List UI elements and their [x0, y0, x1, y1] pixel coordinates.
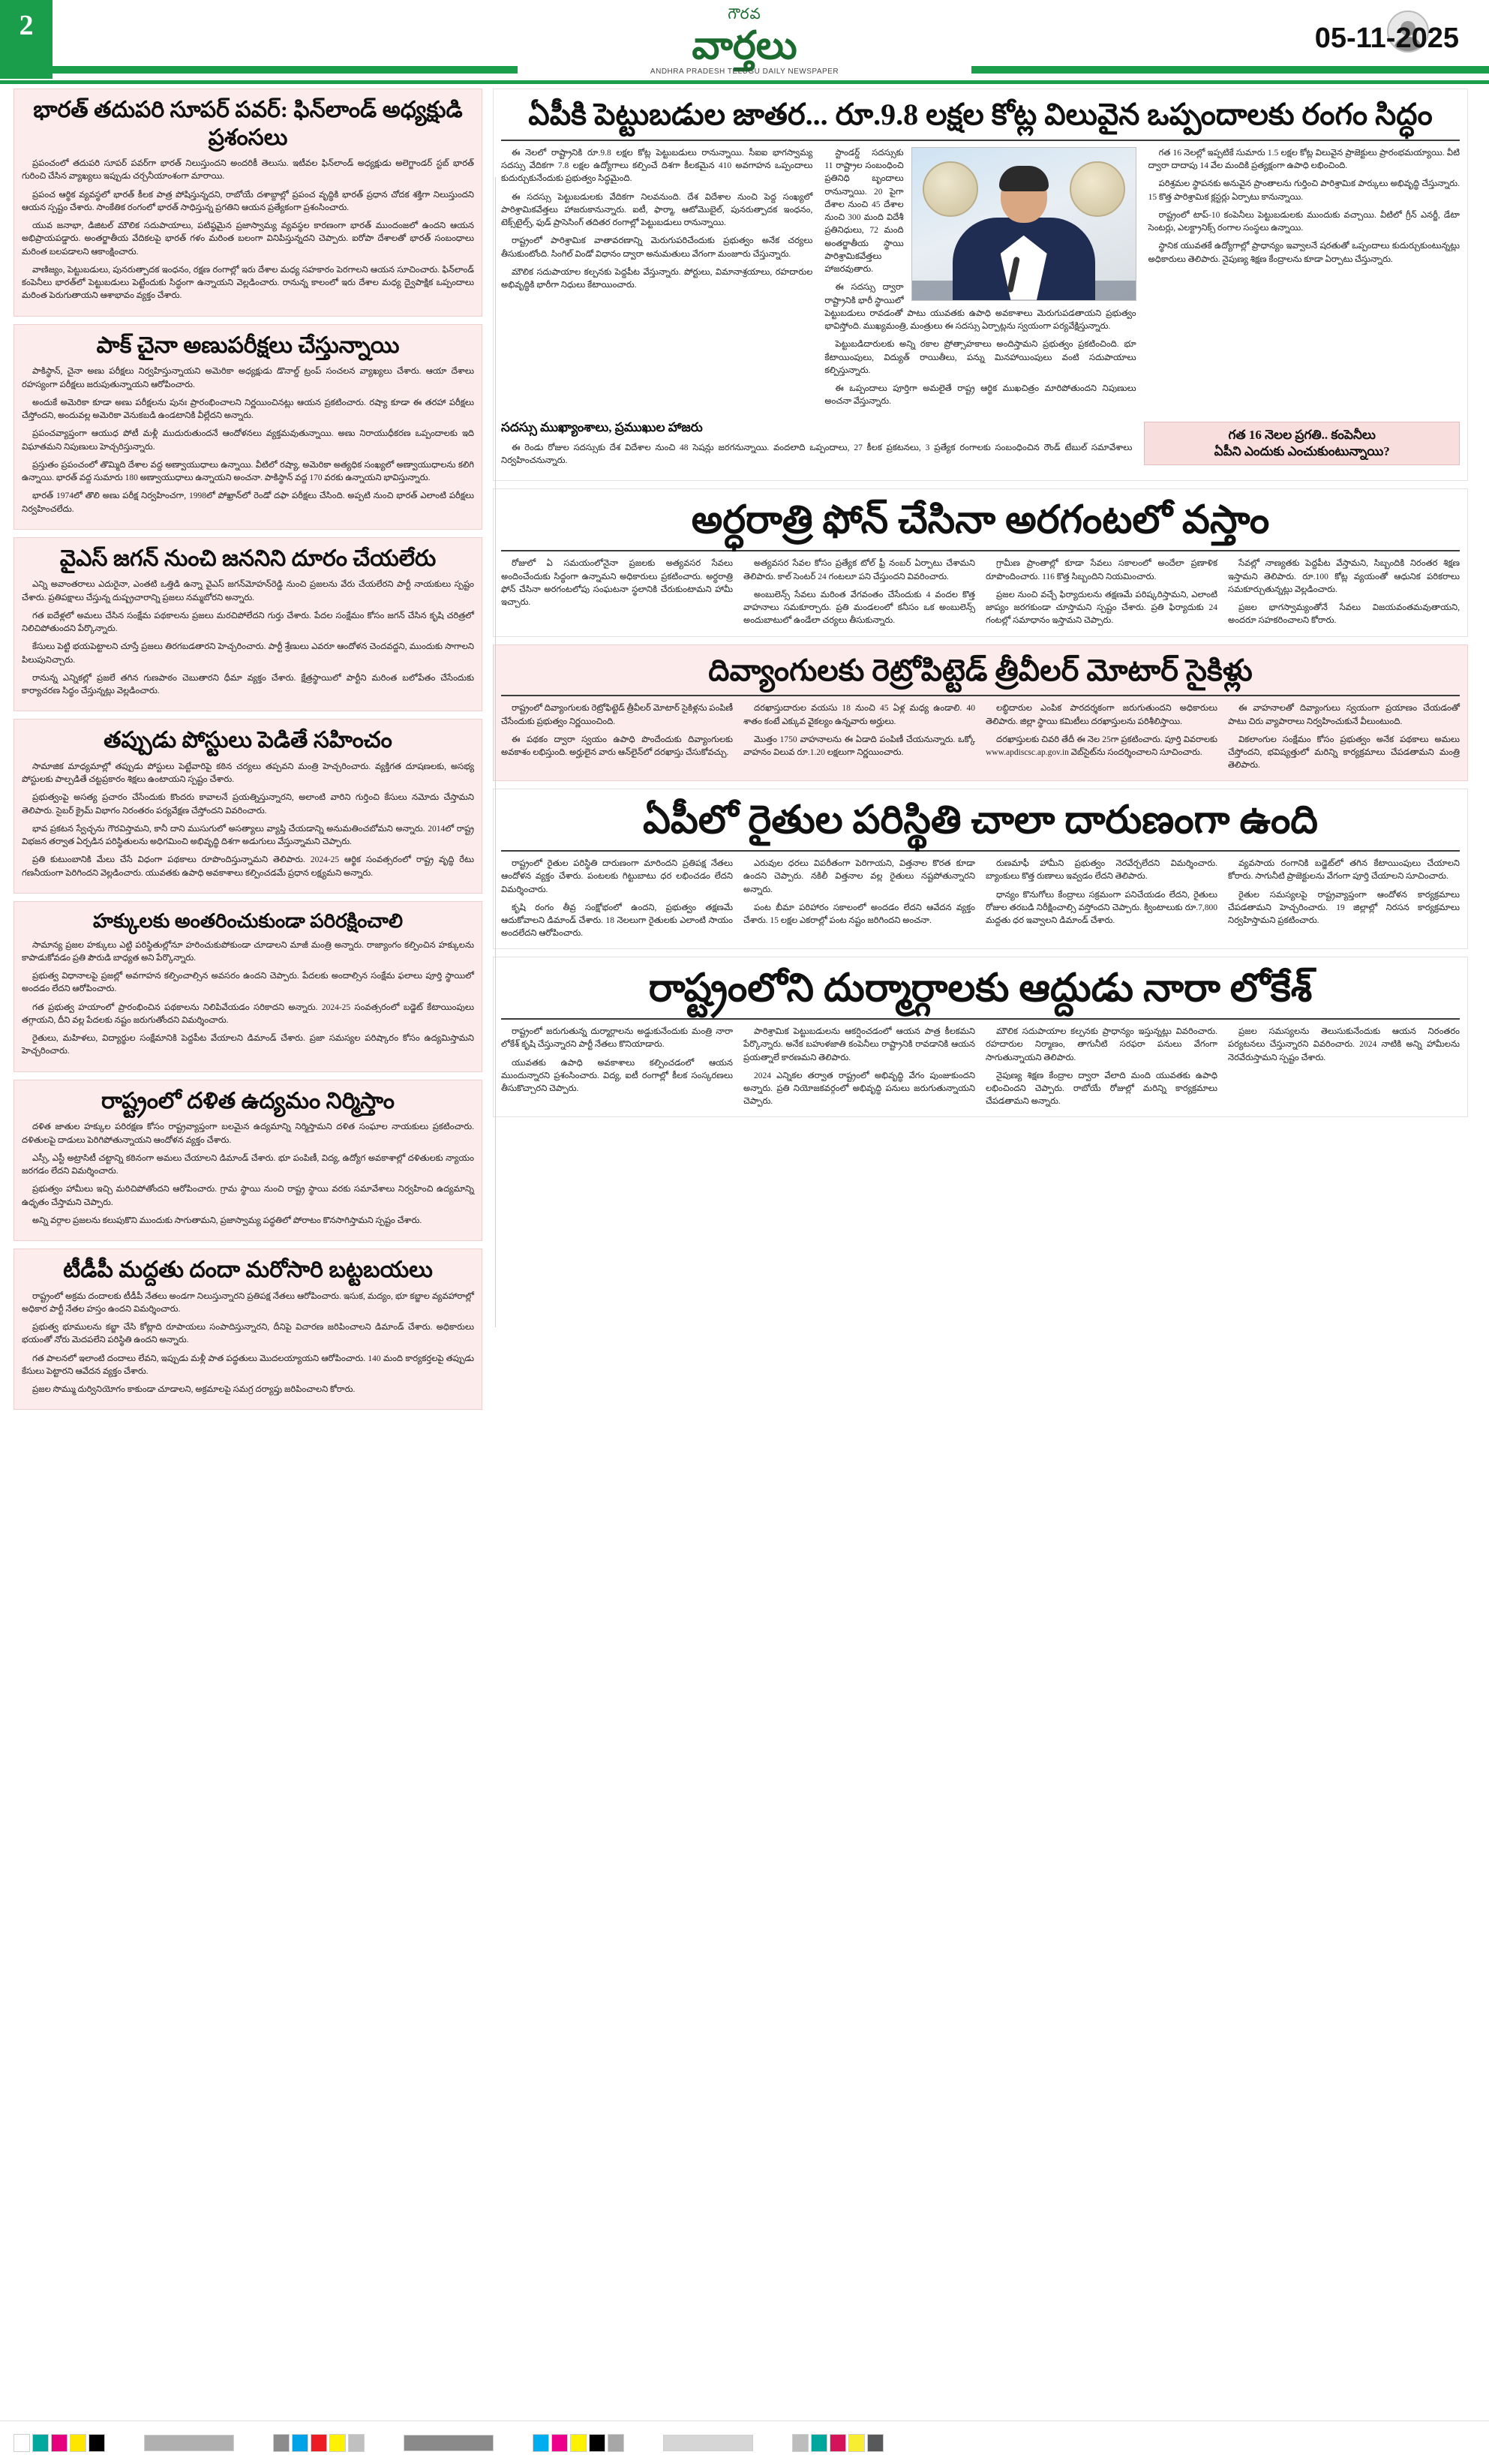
paragraph: ఈ నెలలో రాష్ట్రానికి రూ.9.8 లక్షల కోట్ల పెట్టుబడులు రానున్నాయి. సీఐఐ భాగస్వామ్య సదస్సు వేదికగా 7.8 లక్షల ఉద్యోగాలు కల్పించే దిశగా కీలకమైన 410 అవగాహన ఒప్పందాలు కుదుర్చుకునేందుకు ప్రభుత్వం సిద్ధమైంది.	[501, 148, 813, 184]
paragraph: ఈ సదస్సు ద్వారా రాష్ట్రానికి భారీ స్థాయిలో పెట్టుబడులు రావడంతో పాటు యువతకు ఉపాధి అవకాశాలు మెరుగుపడతాయని ప్రభుత్వం భావిస్తోంది. ముఖ్యమంత్రి, మంత్రులు ఈ సదస్సు ఏర్పాట్లను స్వయంగా పర్యవేక్షిస్తున్నారు.	[824, 283, 1136, 332]
paragraph: ఈ సదస్సు పెట్టుబడులకు వేదికగా నిలవనుంది. దేశ విదేశాల నుంచి పెద్ద సంఖ్యలో పారిశ్రామికవేత్తలు హాజరుకానున్నారు. ఐటీ, ఫార్మా, ఆటోమొబైల్‌, పునరుత్పాదక ఇంధనం, టెక్స్‌టైల్స్‌, ఫుడ్‌ ప్రాసెసింగ్‌ తదితర రంగాల్లో పెట్టుబడులు రానున్నాయి.	[501, 192, 813, 228]
paragraph: ప్రజల నుంచి వచ్చే ఫిర్యాదులను తక్షణమే పరిష్కరిస్తామని, ఎలాంటి జాప్యం జరగకుండా చూస్తామని స్పష్టం చేశారు. ప్రతి ఫిర్యాదుకు 24 గంటల్లో సమాధానం ఇస్తామని చెప్పారు.	[986, 590, 1217, 626]
paragraph: మౌలిక సదుపాయాల కల్పనకు పెద్దపీట వేస్తున్నారు. పోర్టులు, విమానాశ్రయాలు, రహదారుల అభివృద్ధికి భారీగా నిధులు కేటాయించారు.	[501, 267, 813, 290]
article-body	[22, 939, 474, 1064]
paragraph: రాష్ట్రంలో జరుగుతున్న దుర్మార్గాలను అడ్డుకునేందుకు మంత్రి నారా లోకేశ్‌ కృషి చేస్తున్నారని పార్టీ నేతలు కొనియాడారు.	[501, 1027, 733, 1050]
paragraph: యువతకు ఉపాధి అవకాశాలు కల్పించడంలో ఆయన ముందున్నారని ప్రశంసించారు. విద్య, ఐటీ రంగాల్లో కీలక సంస్కరణలు తీసుకొచ్చారని చెప్పారు.	[501, 1058, 733, 1094]
headline: హక్కులకు అంతరించుకుండా పరిరక్షించాలి	[92, 909, 404, 932]
masthead-rule-right	[971, 66, 1489, 74]
paragraph: వ్యవసాయ రంగానికి బడ్జెట్‌లో తగిన కేటాయింపులు చేయాలని కోరారు. సాగునీటి ప్రాజెక్టులను వేగంగా పూర్తి చేయాలని సూచించారు.	[1228, 859, 1460, 882]
paragraph: సామాజిక మాధ్యమాల్లో తప్పుడు పోస్టులు పెట్టేవారిపై కఠిన చర్యలు తప్పవని మంత్రి హెచ్చరించారు. వ్యక్తిగత దూషణలకు, అసభ్య పోస్టులకు పాల్పడితే చట్టప్రకారం శిక్షలు ఉంటాయని స్పష్టం చేశారు.	[22, 762, 474, 785]
paragraph: ప్రపంచ ఆర్థిక వ్యవస్థలో భారత్‌ కీలక పాత్ర పోషిస్తున్నదని, రాబోయే దశాబ్దాల్లో ప్రపంచ వృద్ధికి భారత్‌ ప్రధాన చోదక శక్తిగా నిలుస్తుందని ఆయన స్పష్టం చేశారు. సాంకేతిక రంగంలో భారత్‌ సాధిస్తున్న ప్రగతిని ఆయన ప్రత్యేకంగా ప్రశంసించారు.	[22, 190, 474, 212]
paragraph: రాష్ట్రంలో దివ్యాంగులకు రెట్రోఫిట్టెడ్‌ త్రీవీలర్‌ మోటార్‌ సైకిళ్లను పంపిణీ చేసేందుకు ప్రభుత్వం నిర్ణయించింది.	[501, 704, 733, 726]
headline: రాష్ట్రంలోని దుర్మార్గాలకు ఆద్దుడు నారా లోకేశ్‌	[648, 966, 1313, 1010]
govt-emblem-right-icon	[1070, 161, 1125, 217]
article-body	[22, 761, 474, 885]
paragraph: రైతులు, మహిళలు, విద్యార్థుల సంక్షేమానికి పెద్దపీట వేయాలని డిమాండ్‌ చేశారు. ప్రజా సమస్యల పరిష్కారం కోసం ఉద్యమిస్తామని హెచ్చరించారు.	[22, 1034, 474, 1056]
column-separator	[495, 177, 496, 1327]
paragraph: ప్రజల సొమ్ము దుర్వినియోగం కాకుండా చూడాలని, అక్రమాలపై సమగ్ర దర్యాప్తు జరిపించాలని కోరారు.	[32, 1385, 356, 1395]
paragraph: భారత్‌ 1974లో తొలి అణు పరీక్ష నిర్వహించగా, 1998లో పోఖ్రాన్‌లో రెండో దఫా పరీక్షలు చేసింది. అప్పటి నుంచి భారత్‌ ఎలాంటి పరీక్షలు నిర్వహించలేదు.	[22, 491, 474, 514]
paragraph: అందుకే అమెరికా కూడా అణు పరీక్షలను పునః ప్రారంభించాలని నిర్ణయించినట్లు ఆయన ప్రకటించారు. రష్యా కూడా ఈ తరహా పరీక్షలు చేస్తోందని, అందువల్ల అమెరికా వెనుకబడి ఉండటానికి వీల్లేదని అన్నారు.	[22, 398, 474, 421]
article-ap-investments	[493, 89, 1468, 481]
article-bharat-superpower	[14, 89, 482, 317]
paragraph: ప్రపంచవ్యాప్తంగా ఆయుధ పోటీ మళ్లీ ముదురుతుందనే ఆందోళనలు వ్యక్తమవుతున్నాయి. అణు నిరాయుధీకరణ ఒప్పందాలకు ఇది విఘాతమని నిపుణులు హెచ్చరిస్తున్నారు.	[22, 429, 474, 452]
paragraph: ప్రతి కుటుంబానికి మేలు చేసే విధంగా పథకాలు రూపొందిస్తున్నామని తెలిపారు. 2024-25 ఆర్థిక సంవత్సరంలో రాష్ట్ర వృద్ధి రేటు గణనీయంగా పెరిగిందని వెల్లడించారు. యువతకు ఉపాధి అవకాశాలు కల్పించడమే ప్రధాన లక్ష్యమని అన్నారు.	[22, 855, 474, 878]
paragraph: గత ప్రభుత్వ హయాంలో ప్రారంభించిన పథకాలను నిలిపివేయడం సరికాదని అన్నారు. 2024-25 సంవత్సరంలో బడ్జెట్‌ కేటాయింపులు తగ్గాయని, దీని వల్ల పేదలకు నష్టం జరుగుతోందని విమర్శించారు.	[22, 1002, 474, 1025]
paragraph: దళిత జాతుల హక్కుల పరిరక్షణ కోసం రాష్ట్రవ్యాప్తంగా బలమైన ఉద్యమాన్ని నిర్మిస్తామని దళిత సంఘాల నాయకులు ప్రకటించారు. దళితులపై దాడులు పెరిగిపోతున్నాయని ఆందోళన వ్యక్తం చేశారు.	[22, 1122, 474, 1145]
paragraph: వాణిజ్యం, పెట్టుబడులు, పునరుత్పాదక ఇంధనం, రక్షణ రంగాల్లో ఇరు దేశాల మధ్య సహకారం పెరగాలని ఆయన సూచించారు. ఫిన్‌లాండ్‌ కంపెనీలు భారత్‌లో పెట్టుబడులు పెట్టేందుకు సిద్ధంగా ఉన్నాయని వెల్లడించారు. రానున్న కాలంలో ఇరు దేశాల మధ్య ద్వైపాక్షిక ఒప్పందాలు మరింత పెరుగుతాయని ఆశాభావం వ్యక్తం చేశారు.	[22, 265, 474, 301]
article-body	[22, 1121, 474, 1233]
lead-subhead-body	[501, 442, 1132, 468]
paragraph: రాష్ట్రంలో టాప్‌-10 కంపెనీలు పెట్టుబడులకు ముందుకు వచ్చాయి. వీటిలో గ్రీన్‌ ఎనర్జీ, డేటా సెంటర్లు, ఎలక్ట్రానిక్స్‌ రంగాల సంస్థలు ఉన్నాయి.	[1148, 210, 1460, 233]
headline: టీడీపీ మద్దతు దందా మరోసారి బట్టబయలు	[63, 1258, 433, 1283]
color-group-3	[533, 2434, 624, 2452]
govt-emblem-left-icon	[923, 161, 978, 217]
print-registration-color-bars	[0, 2420, 1489, 2464]
headline: వైఎస్‌ జగన్‌ నుంచి జననిని దూరం చేయలేరు	[59, 545, 437, 571]
article-body	[501, 858, 1460, 941]
gray-bar-2	[404, 2435, 494, 2451]
headline: ఏపీకి పెట్టుబడుల జాతర... రూ.9.8 లక్షల కోట్ల విలువైన ఒప్పందాలకు రంగం సిద్ధం	[528, 98, 1433, 131]
paragraph: ఎస్సీ, ఎస్టీ అట్రాసిటీ చట్టాన్ని కఠినంగా అమలు చేయాలని డిమాండ్‌ చేశారు. భూ పంపిణీ, విద్య, ఉద్యోగ అవకాశాల్లో దళితులకు న్యాయం జరగడం లేదని విమర్శించారు.	[22, 1153, 474, 1176]
headline: రాష్ట్రంలో దళిత ఉద్యమం నిర్మిస్తాం	[101, 1088, 395, 1113]
paragraph: పారిశ్రామిక పెట్టుబడులను ఆకర్షించడంలో ఆయన పాత్ర కీలకమని పేర్కొన్నారు. అనేక బహుళజాతి కంపెనీలు రాష్ట్రానికి రావడానికి ఆయన ప్రయత్నాలే కారణమని తెలిపారు.	[743, 1027, 975, 1062]
article-protect-rights	[14, 901, 482, 1072]
paragraph: సామాన్య ప్రజల హక్కులు ఎట్టి పరిస్థితుల్లోనూ హరించుకుపోకుండా చూడాలని మాజీ మంత్రి అన్నారు. రాజ్యాంగం కల్పించిన హక్కులను కాపాడుకోవడం ప్రతి పౌరుడి బాధ్యత అని పేర్కొన్నారు.	[22, 940, 474, 963]
paragraph: రైతుల సమస్యలపై రాష్ట్రవ్యాప్తంగా ఆందోళన కార్యక్రమాలు చేపడతామని హెచ్చరించారు. 19 జిల్లాల్లో నిరసన కార్యక్రమాలు నిర్వహిస్తామని ప్రకటించారు.	[1228, 890, 1460, 926]
lead-question-box	[1144, 422, 1460, 465]
minister-speech-photo	[911, 147, 1136, 301]
paragraph: కేసులు పెట్టి భయపెట్టాలని చూస్తే ప్రజలు తిరగబడతారని హెచ్చరించారు. పార్టీ శ్రేణులు ఎవరూ ఆందోళన చెందవద్దని, ముందుకు సాగాలని పిలుపునిచ్చారు.	[22, 642, 474, 665]
paragraph: పాకిస్థాన్‌, చైనా అణు పరీక్షలు నిర్వహిస్తున్నాయని అమెరికా అధ్యక్షుడు డొనాల్డ్‌ ట్రంప్‌ సంచలన వ్యాఖ్యలు చేశారు. ఆయా దేశాలు రహస్యంగా పరీక్షలు జరుపుతున్నాయని ఆరోపించారు.	[22, 367, 474, 389]
headline-rule	[501, 140, 1460, 141]
article-wrong-posts	[14, 719, 482, 894]
color-group-4	[792, 2434, 884, 2452]
headline: దివ్యాంగులకు రెట్రోపిట్టెడ్‌ త్రీవీలర్‌ మోటార్‌ సైకిళ్లు	[708, 653, 1253, 687]
article-jagan-janani	[14, 537, 482, 712]
paragraph: భావ ప్రకటన స్వేచ్ఛను గౌరవిస్తామని, కానీ దాని ముసుగులో అసత్యాలు వ్యాప్తి చేయడాన్ని అనుమతించబోమని అన్నారు. 2014లో రాష్ట్ర విభజన తర్వాత ఏర్పడిన పరిస్థితులను అధిగమించి అభివృద్ధి దిశగా అడుగులు వేస్తున్నామని చెప్పారు.	[22, 824, 474, 847]
paragraph: పరిశ్రమల స్థాపనకు అనువైన ప్రాంతాలను గుర్తించి పారిశ్రామిక పార్కులు అభివృద్ధి చేస్తున్నారు. 15 కొత్త పారిశ్రామిక క్లస్టర్లు ఏర్పాటు కానున్నాయి.	[1148, 179, 1460, 202]
right-column	[493, 89, 1468, 1417]
paper-logo-top: గౌరవ	[728, 6, 761, 23]
paragraph: అన్ని వర్గాల ప్రజలను కలుపుకొని ముందుకు సాగుతామని, ప్రజాస్వామ్య పద్ధతిలో పోరాటం కొనసాగిస్తామని స్పష్టం చేశారు.	[32, 1215, 422, 1225]
paragraph: 2024 ఎన్నికల తర్వాత రాష్ట్రంలో అభివృద్ధి వేగం పుంజుకుందని అన్నారు. ప్రతి నియోజకవర్గంలో అభివృద్ధి పనులు జరుగుతున్నాయని చెప్పారు.	[743, 1071, 975, 1107]
paragraph: గత పాలనలో ఇలాంటి దందాలు లేవని, ఇప్పుడు మళ్లీ పాత పద్ధతులు మొదలయ్యాయని ఆరోపించారు. 140 మంది కార్యకర్తలపై తప్పుడు కేసులు పెట్టారని ఆవేదన వ్యక్తం చేశారు.	[22, 1354, 474, 1376]
paragraph: పెట్టుబడిదారులకు అన్ని రకాల ప్రోత్సాహకాలు అందిస్తామని ప్రభుత్వం ప్రకటించింది. భూ కేటాయింపులు, విద్యుత్‌ రాయితీలు, పన్ను మినహాయింపులు వంటి సదుపాయాలు కల్పిస్తున్నారు.	[824, 340, 1136, 375]
question-line-2: ఏపీని ఎందుకు ఎంచుకుంటున్నాయి?	[1214, 443, 1390, 458]
lead-body-col3	[1148, 147, 1460, 266]
paragraph: దరఖాస్తుదారుల వయసు 18 నుంచి 45 ఏళ్ల మధ్య ఉండాలి. 40 శాతం కంటే ఎక్కువ వైకల్యం ఉన్నవారు అర్హులు.	[743, 704, 975, 726]
article-body	[22, 158, 474, 308]
paragraph: గత 16 నెలల్లో ఇప్పటికే సుమారు 1.5 లక్షల కోట్ల విలువైన ప్రాజెక్టులు ప్రారంభమయ్యాయి. వీటి ద్వారా దాదాపు 14 వేల మందికి ప్రత్యక్షంగా ఉపాధి లభించింది.	[1148, 148, 1460, 171]
article-body	[22, 578, 474, 703]
paragraph: గ్రామీణ ప్రాంతాల్లో కూడా సేవలు సకాలంలో అందేలా ప్రణాళిక రూపొందించారు. 116 కొత్త సిబ్బందిని నియమించారు.	[986, 559, 1217, 581]
paragraph: కృషి రంగం తీవ్ర సంక్షోభంలో ఉందని, ప్రభుత్వం తక్షణమే ఆదుకోవాలని డిమాండ్‌ చేశారు. 18 నెలలుగా రైతులకు ఎలాంటి సాయం అందలేదని ఆరోపించారు.	[501, 903, 733, 939]
color-group-2	[273, 2434, 365, 2452]
color-group-1	[14, 2434, 105, 2452]
article-dalit-movement	[14, 1080, 482, 1241]
article-retrofitted-trike	[493, 645, 1468, 781]
gray-bar-3	[663, 2435, 753, 2451]
paragraph: నైపుణ్య శిక్షణ కేంద్రాల ద్వారా వేలాది మంది యువతకు ఉపాధి లభించిందని చెప్పారు. రాబోయే రోజుల్లో మరిన్ని కార్యక్రమాలు చేపడతామని అన్నారు.	[986, 1071, 1217, 1107]
article-pak-china-nuke	[14, 324, 482, 530]
headline: భారత్‌ తదుపరి సూపర్‌ పవర్‌: ఫిన్‌లాండ్‌ అధ్యక్షుడి ప్రశంసలు	[33, 98, 463, 150]
paragraph: ప్రజల భాగస్వామ్యంతోనే సేవలు విజయవంతమవుతాయని, అందరూ సహకరించాలని కోరారు.	[1228, 603, 1460, 626]
paragraph: గత ఐదేళ్లలో అమలు చేసిన సంక్షేమ పథకాలను ప్రజలు మరచిపోలేదని గుర్తు చేశారు. పేదల సంక్షేమం కోసం జగన్‌ చేసిన కృషి చరిత్రలో నిలిచిపోతుందని పేర్కొన్నారు.	[22, 611, 474, 634]
paragraph: ప్రజల సమస్యలను తెలుసుకునేందుకు ఆయన నిరంతరం పర్యటనలు చేస్తున్నారని వివరించారు. 2024 నాటికి అన్ని హామీలను నెరవేరుస్తామని స్పష్టం చేశారు.	[1228, 1027, 1460, 1062]
article-body	[501, 1026, 1460, 1109]
article-tdp-dhanda	[14, 1249, 482, 1410]
headline: అర్ధరాత్రి ఫోన్‌ చేసినా అరగంటలో వస్తాం	[691, 499, 1270, 542]
headline-rule	[501, 695, 1460, 696]
paragraph: అంబులెన్స్‌ సేవలు మరింత వేగవంతం చేసేందుకు 4 వందల కొత్త వాహనాలు సమకూర్చారు. ప్రతి మండలంలో కనీసం ఒక అంబులెన్స్‌ అందుబాటులో ఉండేలా చర్యలు తీసుకున్నారు.	[743, 590, 975, 626]
paragraph: రుణమాఫీ హామీని ప్రభుత్వం నెరవేర్చలేదని విమర్శించారు. బ్యాంకులు కొత్త రుణాలు ఇవ్వడం లేదని తెలిపారు.	[986, 859, 1217, 882]
paragraph: ఈ వాహనాలతో దివ్యాంగులు స్వయంగా ప్రయాణం చేయడంతో పాటు చిరు వ్యాపారాలు నిర్వహించుకునే వీలుంటుంది.	[1228, 704, 1460, 726]
paragraph: ఈ ఒప్పందాలు పూర్తిగా అమలైతే రాష్ట్ర ఆర్థిక ముఖచిత్రం మారిపోతుందని నిపుణులు అంచనా వేస్తున్నారు.	[824, 384, 1136, 407]
page-body	[0, 84, 1489, 1417]
article-midnight-call	[493, 488, 1468, 637]
paragraph: రానున్న ఎన్నికల్లో ప్రజలే తగిన గుణపాఠం చెబుతారని ధీమా వ్యక్తం చేశారు. క్షేత్రస్థాయిలో పార్టీని మరింత బలోపేతం చేసేందుకు కార్యాచరణ సిద్ధం చేస్తున్నట్లు వెల్లడించారు.	[22, 673, 474, 696]
paragraph: రాష్ట్రంలో రైతుల పరిస్థితి దారుణంగా మారిందని ప్రతిపక్ష నేతలు ఆందోళన వ్యక్తం చేశారు. పంటలకు గిట్టుబాటు ధర లభించడం లేదని విమర్శించారు.	[501, 859, 733, 894]
paragraph: అత్యవసర సేవల కోసం ప్రత్యేక టోల్‌ ఫ్రీ నంబర్‌ ఏర్పాటు చేశామని తెలిపారు. కాల్‌ సెంటర్‌ 24 గంటలూ పని చేస్తుందని వివరించారు.	[743, 559, 975, 581]
article-body	[22, 1291, 474, 1402]
paragraph: స్టాండర్డ్‌ సదస్సుకు 11 రాష్ట్రాల సంబంధించి ప్రతినిధి బృందాలు రానున్నాయి. 20 పైగా దేశాల నుంచి 45 దేశాల నుంచి 300 మంది విదేశీ ప్రతినిధులు, 72 మంది అంతర్జాతీయ స్థాయి పారిశ్రామికవేత్తలు హాజరవుతారు.	[824, 148, 904, 275]
paragraph: ప్రభుత్వ విధానాలపై ప్రజల్లో అవగాహన కల్పించాల్సిన అవసరం ఉందని చెప్పారు. పేదలకు అందాల్సిన సంక్షేమ ఫలాలు పూర్తి స్థాయిలో అందడం లేదని ఆరోపించారు.	[22, 972, 474, 994]
paragraph: ప్రపంచంలో తదుపరి సూపర్‌ పవర్‌గా భారత్‌ నిలుస్తుందని అందరికీ తెలుసు. ఇటీవల ఫిన్‌లాండ్‌ అధ్యక్షుడు అలెగ్జాండర్‌ స్టబ్‌ భారత్‌ గురించి చేసిన వ్యాఖ్యలు ఇప్పుడు చర్చనీయాంశంగా మారాయి.	[22, 159, 474, 182]
paragraph: ఎరువుల ధరలు విపరీతంగా పెరిగాయని, విత్తనాల కొరత కూడా ఉందని చెప్పారు. నకిలీ విత్తనాల వల్ల రైతులు నష్టపోతున్నారని అన్నారు.	[743, 859, 975, 894]
paragraph: ధాన్యం కొనుగోలు కేంద్రాలు సక్రమంగా పనిచేయడం లేదని, రైతులు రోజుల తరబడి నిరీక్షించాల్సి వస్తోందని చెప్పారు. క్వింటాలుకు రూ.7,800 మద్దతు ధర ఇవ్వాలని డిమాండ్‌ చేశారు.	[986, 890, 1217, 926]
paper-logo-sub: ANDHRA PRADESH TELUGU DAILY NEWSPAPER	[650, 67, 839, 76]
paragraph: వికలాంగుల సంక్షేమం కోసం ప్రభుత్వం అనేక పథకాలు అమలు చేస్తోందని, భవిష్యత్తులో మరిన్ని కార్యక్రమాలు చేపడతామని మంత్రి తెలిపారు.	[1228, 735, 1460, 771]
headline: పాక్‌ చైనా అణుపరీక్షలు చేస్తున్నాయి	[96, 332, 400, 358]
article-body	[501, 557, 1460, 628]
paragraph: మౌలిక సదుపాయాల కల్పనకు ప్రాధాన్యం ఇస్తున్నట్లు వివరించారు. రహదారుల నిర్మాణం, తాగునీటి సరఫరా పనులు వేగంగా సాగుతున్నాయని తెలిపారు.	[986, 1027, 1217, 1062]
paragraph: దరఖాస్తులకు చివరి తేదీ ఈ నెల 25గా ప్రకటించారు. పూర్తి వివరాలకు www.apdiscsc.ap.gov.in వెబ్‌సైట్‌ను సందర్శించాలని సూచించారు.	[986, 735, 1217, 758]
masthead-rule-left	[0, 66, 518, 74]
gray-bar-1	[144, 2435, 234, 2451]
paragraph: స్థానిక యువతకే ఉద్యోగాల్లో ప్రాధాన్యం ఇవ్వాలనే షరతుతో ఒప్పందాలు కుదుర్చుకుంటున్నట్లు అధికారులు తెలిపారు. నైపుణ్య శిక్షణ కేంద్రాలను కూడా ఏర్పాటు చేస్తున్నారు.	[1148, 242, 1460, 264]
paragraph: మొత్తం 1750 వాహనాలను ఈ ఏడాది పంపిణీ చేయనున్నారు. ఒక్కో వాహనం విలువ రూ.1.20 లక్షలుగా నిర్ణయించారు.	[743, 735, 975, 758]
paragraph: ఈ రెండు రోజుల సదస్సుకు దేశ విదేశాల నుంచి 48 సెషన్లు జరగనున్నాయి. వందలాది ఒప్పందాలు, 27 కీలక ప్రకటనలు, 3 ప్రత్యేక రంగాలకు సంబంధించిన రౌండ్‌ టేబుల్‌ సమావేశాలు నిర్వహించనున్నారు.	[501, 443, 1133, 465]
question-line-1: గత 16 నెలల ప్రగతి.. కంపెనీలు	[1228, 427, 1376, 442]
page-number: 2	[0, 0, 53, 79]
paragraph: ఈ పథకం ద్వారా స్వయం ఉపాధి పొందేందుకు దివ్యాంగులకు అవకాశం లభిస్తుంది. అర్హులైన వారు ఆన్‌లైన్‌లో దరఖాస్తు చేసుకోవచ్చు.	[501, 735, 733, 758]
article-farmers-condition	[493, 789, 1468, 949]
article-body	[22, 365, 474, 521]
paragraph: యువ జనాభా, డిజిటల్‌ మౌలిక సదుపాయాలు, పటిష్ఠమైన ప్రజాస్వామ్య వ్యవస్థల కారణంగా భారత్‌ ముందంజలో ఉందని ఆయన అభిప్రాయపడ్డారు. అంతర్జాతీయ వేదికలపై భారత్‌ గళం మరింత బలంగా వినిపిస్తున్నదని చెప్పారు. ఐరోపా దేశాలతో భారత్‌ సంబంధాలు మరింత బలపడాలని ఆకాంక్షించారు.	[22, 221, 474, 257]
paragraph: ప్రభుత్వం హామీలు ఇచ్చి మరిచిపోతోందని ఆరోపించారు. గ్రామ స్థాయి నుంచి రాష్ట్ర స్థాయి వరకు సమావేశాలు నిర్వహించి ఉద్యమాన్ని ఉధృతం చేస్తామని చెప్పారు.	[22, 1185, 474, 1207]
left-column	[14, 89, 482, 1417]
paragraph: సేవల్లో నాణ్యతకు పెద్దపీట వేస్తామని, సిబ్బందికి నిరంతర శిక్షణ ఇస్తామని తెలిపారు. రూ.100 కోట్ల వ్యయంతో ఆధునిక పరికరాలు సమకూర్చుతున్నట్లు వెల్లడించారు.	[1228, 559, 1460, 594]
headline: ఏపీలో రైతుల పరిస్థితి చాలా దారుణంగా ఉంది	[642, 798, 1319, 842]
masthead	[0, 0, 1489, 84]
headline-rule	[501, 1018, 1460, 1020]
article-body	[501, 702, 1460, 772]
lead-body-col1	[501, 147, 812, 293]
lead-subhead: సదస్సు ముఖ్యాంశాలు, ప్రముఖుల హాజరు	[501, 419, 703, 434]
article-lokesh-durmargalu	[493, 957, 1468, 1117]
paragraph: ప్రభుత్వ భూములను కబ్జా చేసి కోట్లాది రూపాయలు సంపాదిస్తున్నారని, దీనిపై విచారణ జరిపించాలని డిమాండ్‌ చేశారు. అధికారులు భయంతో నోరు మెదపలేని పరిస్థితి ఉందని అన్నారు.	[22, 1323, 474, 1345]
paragraph: పంట బీమా పరిహారం సకాలంలో అందడం లేదని ఆవేదన వ్యక్తం చేశారు. 15 లక్షల ఎకరాల్లో పంట నష్టం జరిగిందని అంచనా.	[743, 903, 975, 926]
paper-logo-main: వార్తలు	[692, 25, 797, 68]
paper-logo	[535, 6, 955, 76]
paragraph: ఎన్ని అవాంతరాలు ఎదురైనా, ఎంతటి ఒత్తిడి ఉన్నా వైఎస్‌ జగన్‌మోహన్‌రెడ్డి నుంచి ప్రజలను వేరు చేయలేరని పార్టీ నాయకులు స్పష్టం చేశారు. ప్రతిపక్షాలు చేస్తున్న దుష్ప్రచారాన్ని ప్రజలు నమ్మబోరని అన్నారు.	[22, 580, 474, 602]
paragraph: లబ్ధిదారుల ఎంపిక పారదర్శకంగా జరుగుతుందని అధికారులు తెలిపారు. జిల్లా స్థాయి కమిటీలు దరఖాస్తులను పరిశీలిస్తాయి.	[986, 704, 1217, 726]
headline-rule	[501, 850, 1460, 852]
paragraph: రాష్ట్రంలో అక్రమ దందాలకు టీడీపీ నేతలు అండగా నిలుస్తున్నారని ప్రతిపక్ష నేతలు ఆరోపించారు. ఇసుక, మద్యం, భూ కబ్జాల వ్యవహారాల్లో అధికార పార్టీ నేతల హస్తం ఉందని విమర్శించారు.	[22, 1291, 474, 1314]
paragraph: రోజులో ఏ సమయంలోనైనా ప్రజలకు అత్యవసర సేవలు అందించేందుకు సిద్ధంగా ఉన్నామని అధికారులు ప్రకటించారు. అర్ధరాత్రి ఫోన్‌ చేసినా అరగంటలోపు సంఘటనా స్థలానికి చేరుకుంటామని హామీ ఇచ్చారు.	[501, 559, 733, 608]
paragraph: రాష్ట్రంలో పారిశ్రామిక వాతావరణాన్ని మెరుగుపరిచేందుకు ప్రభుత్వం అనేక చర్యలు తీసుకుంటోంది. సింగిల్‌ విండో విధానం ద్వారా అనుమతులు వేగంగా మంజూరు చేస్తున్నారు.	[501, 236, 813, 259]
headline: తప్పుడు పోస్టులు పెడితే సహించం	[104, 728, 392, 753]
edition-date: 05-11-2025	[1314, 23, 1459, 54]
headline-rule	[501, 550, 1460, 551]
paragraph: ప్రస్తుతం ప్రపంచంలో తొమ్మిది దేశాల వద్ద అణ్వాయుధాలు ఉన్నాయి. వీటిలో రష్యా, అమెరికా అత్యధిక సంఖ్యలో అణ్వాయుధాలను కలిగి ఉన్నాయి. భారత్‌ వద్ద సుమారు 180 అణ్వాయుధాలు ఉన్నాయని అంచనా. పాకిస్థాన్‌ వద్ద 170 వరకు ఉన్నాయని భావిస్తున్నారు.	[22, 460, 474, 483]
paragraph: ప్రభుత్వంపై అసత్య ప్రచారం చేసేందుకు కొందరు కావాలనే ప్రయత్నిస్తున్నారని, అలాంటి వారిని గుర్తించి కేసులు నమోదు చేస్తామని తెలిపారు. సైబర్‌ క్రైమ్‌ విభాగం నిరంతరం పర్యవేక్షణ చేస్తోందని వివరించారు.	[22, 793, 474, 816]
